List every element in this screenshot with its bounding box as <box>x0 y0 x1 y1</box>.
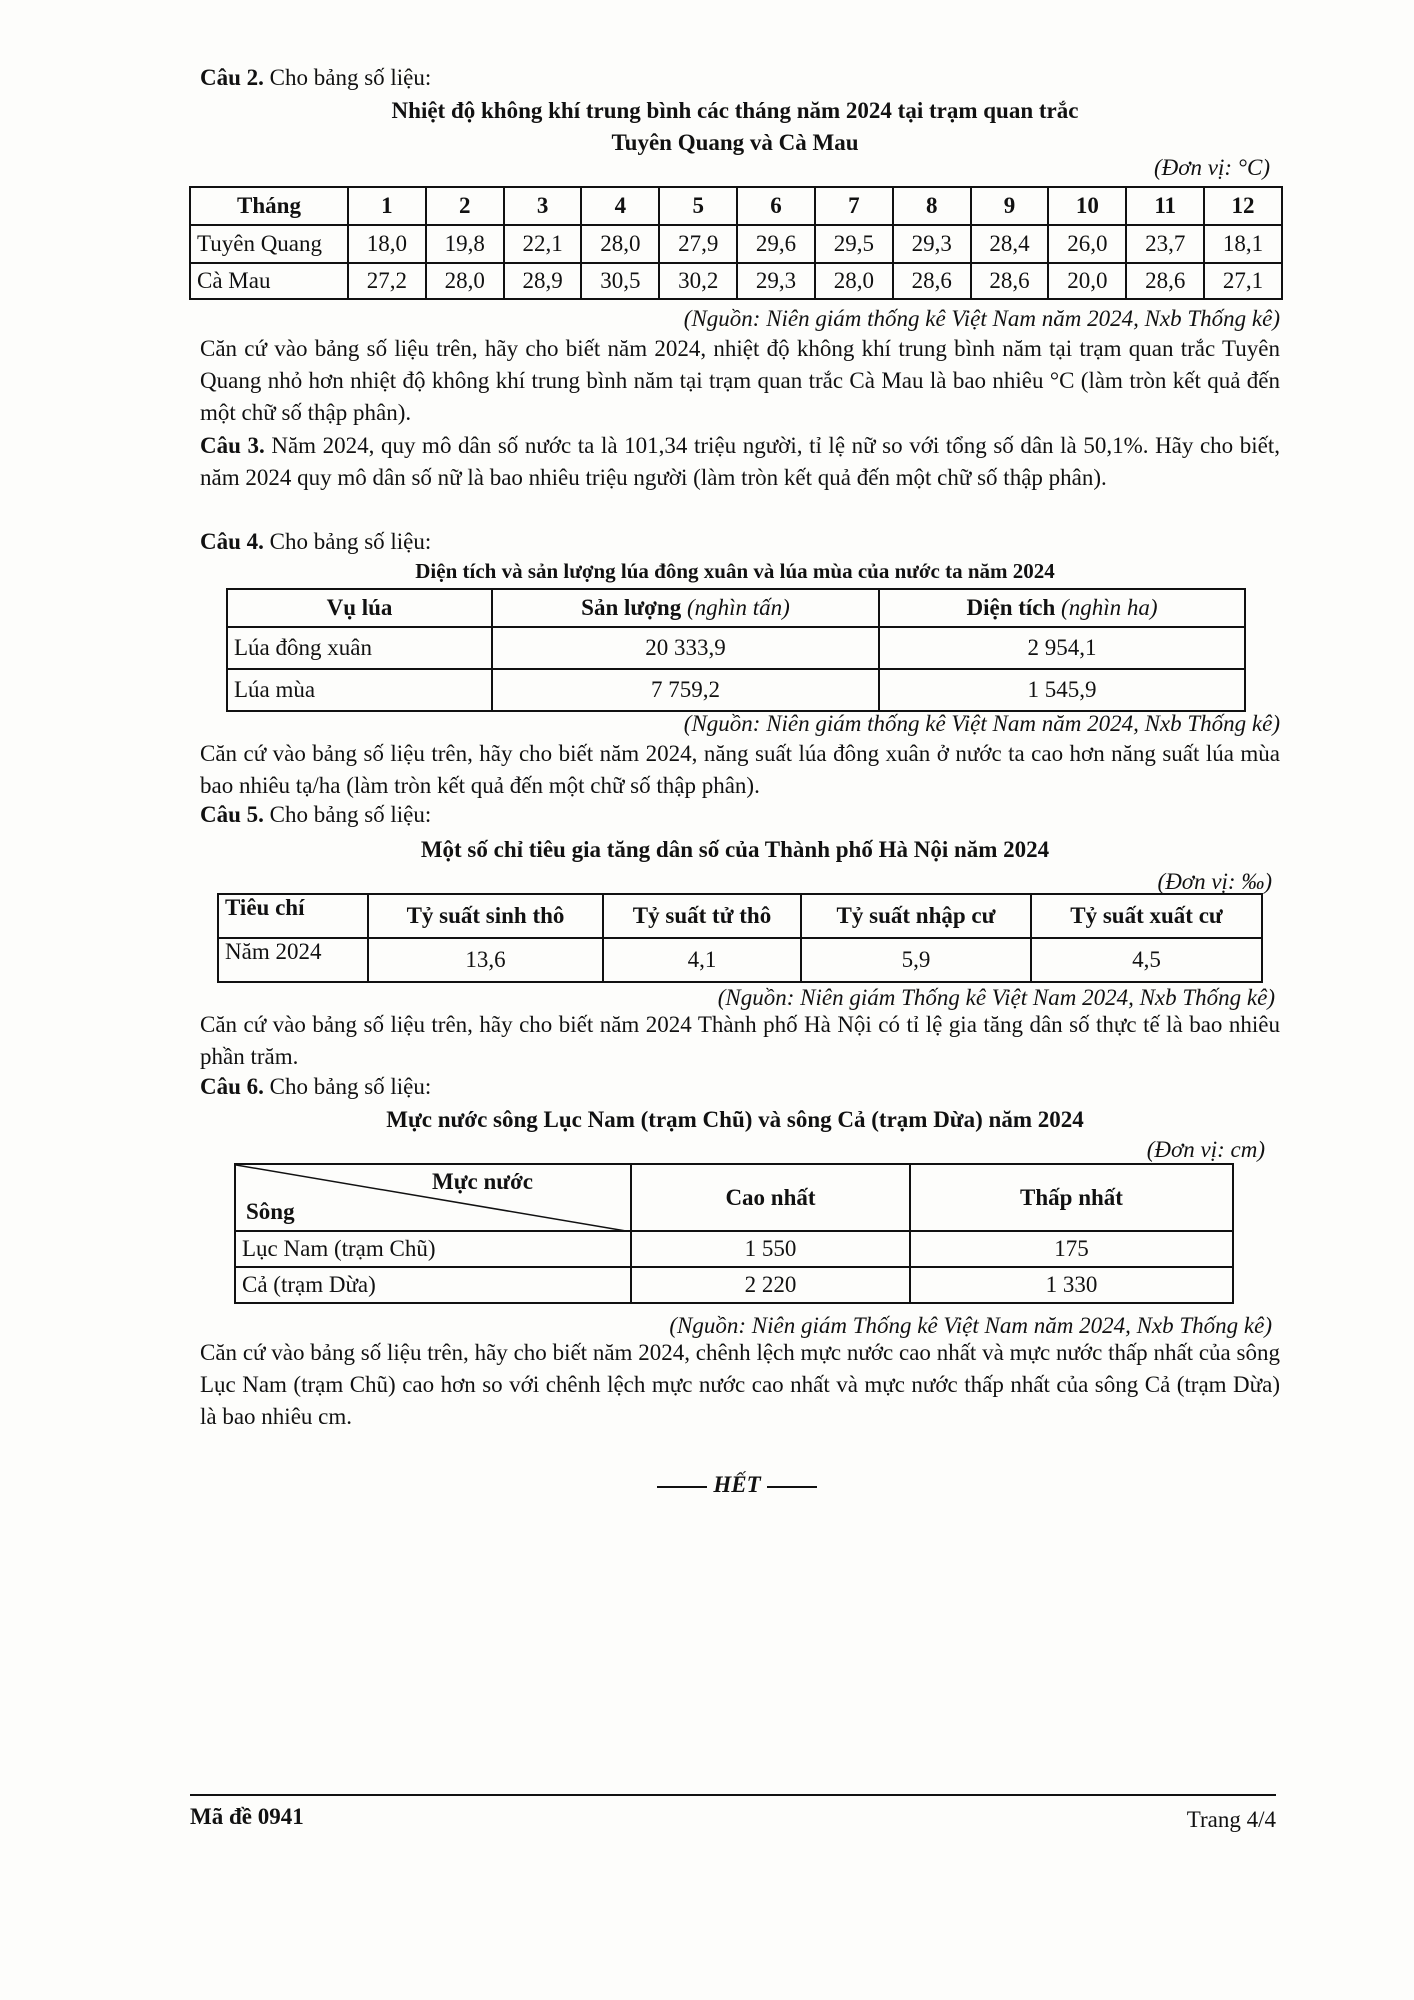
q2-question: Căn cứ vào bảng số liệu trên, hãy cho biết năm 2024, nhiệt độ không khí trung bình năm tại trạm quan trắc Tuyên Quang nhỏ hơn nhiệt độ không khí trung bình năm tại trạm quan trắc Cà Mau là bao nhiêu °C (làm tròn kết quả đến một chữ số thập phân). <box>200 336 1280 425</box>
q2-header-cell: Tháng <box>190 187 348 225</box>
q6-label: Câu 6. <box>200 1074 264 1099</box>
q4-value-cell: 20 333,9 <box>492 627 879 669</box>
q5-header-cell: Tỷ suất sinh thô <box>368 894 603 938</box>
footer-page-number: Trang 4/4 <box>1186 1807 1276 1832</box>
q5-header-cell: Tỷ suất xuất cư <box>1031 894 1262 938</box>
q5-year-cell: Năm 2024 <box>218 938 368 982</box>
q2-value-cell: 26,0 <box>1048 225 1126 263</box>
q2-header-cell: 8 <box>893 187 971 225</box>
q2-header-cell: 11 <box>1126 187 1204 225</box>
q6-question: Căn cứ vào bảng số liệu trên, hãy cho biết năm 2024, chênh lệch mực nước cao nhất và mực nước thấp nhất của sông Lục Nam (trạm Chũ) cao hơn so với chênh lệch mực nước cao nhất và mực nước thấp nhất của sông Cả (trạm Dừa) là bao nhiêu cm. <box>200 1340 1280 1429</box>
q6-diag-bottom: Sông <box>246 1199 295 1224</box>
end-dash-right <box>767 1486 817 1488</box>
q2-value-cell: 18,0 <box>348 225 426 263</box>
q3-label: Câu 3. <box>200 433 265 458</box>
q2-value-cell: 28,0 <box>815 263 893 299</box>
q6-header-cell: Thấp nhất <box>910 1164 1233 1231</box>
q6-heading <box>200 1071 431 1102</box>
q4-header-unit: (nghìn ha) <box>1061 595 1158 620</box>
q2-temperature-table <box>189 186 1283 300</box>
q2-station-cell: Cà Mau <box>190 263 348 299</box>
q5-title: Một số chỉ tiêu gia tăng dân số của Thành phố Hà Nội năm 2024 <box>420 837 1050 862</box>
q2-value-cell: 27,1 <box>1204 263 1282 299</box>
q2-value-cell: 28,9 <box>504 263 582 299</box>
q5-label: Câu 5. <box>200 802 264 827</box>
q4-header-row <box>227 589 1245 627</box>
table-row <box>218 938 1262 982</box>
q2-header-cell: 7 <box>815 187 893 225</box>
q5-value-cell: 4,5 <box>1031 938 1262 982</box>
q4-label: Câu 4. <box>200 529 264 554</box>
end-mark-text: HẾT <box>713 1472 761 1497</box>
q6-value-cell: 175 <box>910 1231 1233 1267</box>
q4-header-label: Diện tích <box>966 595 1056 620</box>
q2-value-cell: 29,3 <box>737 263 815 299</box>
q6-title: Mực nước sông Lục Nam (trạm Chũ) và sông Cả (trạm Dừa) năm 2024 <box>386 1107 1084 1132</box>
q6-river-cell: Cả (trạm Dừa) <box>235 1267 631 1303</box>
q5-header-row <box>218 894 1262 938</box>
q4-crop-cell: Lúa đông xuân <box>227 627 492 669</box>
q2-value-cell: 29,3 <box>893 225 971 263</box>
q6-header-row <box>235 1164 1233 1231</box>
q6-diag-top: Mực nước <box>432 1169 534 1194</box>
q2-value-cell: 28,6 <box>971 263 1049 299</box>
q2-header-cell: 12 <box>1204 187 1282 225</box>
q4-header-unit: (nghìn tấn) <box>686 595 790 620</box>
q2-value-cell: 22,1 <box>504 225 582 263</box>
q4-header-label: Sản lượng <box>581 595 682 620</box>
q2-value-cell: 28,4 <box>971 225 1049 263</box>
table-row <box>235 1267 1233 1303</box>
q6-intro: Cho bảng số liệu: <box>269 1074 432 1099</box>
q2-value-cell: 30,2 <box>659 263 737 299</box>
q2-value-cell: 29,6 <box>737 225 815 263</box>
q2-header-cell: 2 <box>426 187 504 225</box>
q4-title: Diện tích và sản lượng lúa đông xuân và lúa mùa của nước ta năm 2024 <box>415 559 1055 583</box>
q2-header-cell: 1 <box>348 187 426 225</box>
footer-exam-code: Mã đề 0941 <box>190 1804 304 1829</box>
q5-value-cell: 4,1 <box>603 938 801 982</box>
q2-header-cell: 9 <box>971 187 1049 225</box>
q5-header-cell: Tiêu chí <box>218 894 368 938</box>
table-row <box>227 669 1245 711</box>
q5-source: (Nguồn: Niên giám Thống kê Việt Nam 2024, Nxb Thống kê) <box>717 985 1275 1010</box>
q2-intro: Cho bảng số liệu: <box>269 65 432 90</box>
q4-header-cell: Vụ lúa <box>227 589 492 627</box>
q5-question: Căn cứ vào bảng số liệu trên, hãy cho biết năm 2024 Thành phố Hà Nội có tỉ lệ gia tăng dân số thực tế là bao nhiêu phần trăm. <box>200 1012 1280 1069</box>
q2-value-cell: 18,1 <box>1204 225 1282 263</box>
end-mark <box>0 1472 1414 1498</box>
q2-title-line1: Nhiệt độ không khí trung bình các tháng năm 2024 tại trạm quan trắc <box>391 98 1079 123</box>
end-dash-left <box>657 1486 707 1488</box>
q3-text: Năm 2024, quy mô dân số nước ta là 101,34 triệu người, tỉ lệ nữ so với tổng số dân là 50,1%. Hãy cho biết, năm 2024 quy mô dân số nữ là bao nhiêu triệu người (làm tròn kết quả đến một chữ số thập phân). <box>200 433 1281 490</box>
q4-header-cell <box>492 589 879 627</box>
q6-diagonal-header-cell <box>235 1164 631 1231</box>
q2-value-cell: 23,7 <box>1126 225 1204 263</box>
q2-value-cell: 30,5 <box>581 263 659 299</box>
q5-unit: (Đơn vị: ‰) <box>1157 869 1272 894</box>
q2-header-cell: 6 <box>737 187 815 225</box>
q5-value-cell: 13,6 <box>368 938 603 982</box>
q6-river-cell: Lục Nam (trạm Chũ) <box>235 1231 631 1267</box>
q4-rice-table <box>226 588 1246 712</box>
q6-unit: (Đơn vị: cm) <box>1146 1137 1265 1162</box>
q6-source: (Nguồn: Niên giám Thống kê Việt Nam năm 2024, Nxb Thống kê) <box>669 1313 1272 1338</box>
table-row <box>190 225 1282 263</box>
q2-header-cell: 3 <box>504 187 582 225</box>
q4-value-cell: 2 954,1 <box>879 627 1245 669</box>
q6-river-table <box>234 1163 1234 1304</box>
q2-value-cell: 27,2 <box>348 263 426 299</box>
q2-label: Câu 2. <box>200 65 264 90</box>
table-row <box>190 263 1282 299</box>
q4-intro: Cho bảng số liệu: <box>269 529 432 554</box>
q2-header-cell: 4 <box>581 187 659 225</box>
q4-heading <box>200 526 431 557</box>
q2-value-cell: 28,6 <box>893 263 971 299</box>
q4-value-cell: 1 545,9 <box>879 669 1245 711</box>
q2-source: (Nguồn: Niên giám thống kê Việt Nam năm 2024, Nxb Thống kê) <box>683 306 1280 331</box>
q4-crop-cell: Lúa mùa <box>227 669 492 711</box>
q2-header-row <box>190 187 1282 225</box>
q2-value-cell: 28,6 <box>1126 263 1204 299</box>
q5-value-cell: 5,9 <box>801 938 1031 982</box>
q6-value-cell: 1 550 <box>631 1231 910 1267</box>
q4-value-cell: 7 759,2 <box>492 669 879 711</box>
q6-value-cell: 2 220 <box>631 1267 910 1303</box>
q2-header-cell: 5 <box>659 187 737 225</box>
q5-intro: Cho bảng số liệu: <box>269 802 432 827</box>
q2-value-cell: 28,0 <box>581 225 659 263</box>
q2-value-cell: 27,9 <box>659 225 737 263</box>
q5-heading <box>200 799 431 830</box>
q4-question: Căn cứ vào bảng số liệu trên, hãy cho biết năm 2024, năng suất lúa đông xuân ở nước ta cao hơn năng suất lúa mùa bao nhiêu tạ/ha (làm tròn kết quả đến một chữ số thập phân). <box>200 741 1280 798</box>
q3-block <box>200 430 1280 494</box>
q2-value-cell: 28,0 <box>426 263 504 299</box>
q6-header-cell: Cao nhất <box>631 1164 910 1231</box>
q2-title-line2: Tuyên Quang và Cà Mau <box>611 130 859 155</box>
q6-value-cell: 1 330 <box>910 1267 1233 1303</box>
q5-header-cell: Tỷ suất tử thô <box>603 894 801 938</box>
q4-source: (Nguồn: Niên giám thống kê Việt Nam năm 2024, Nxb Thống kê) <box>683 711 1280 736</box>
q2-value-cell: 29,5 <box>815 225 893 263</box>
q4-header-cell <box>879 589 1245 627</box>
q2-heading <box>200 62 431 93</box>
q5-population-table <box>217 893 1263 983</box>
table-row <box>227 627 1245 669</box>
q2-value-cell: 19,8 <box>426 225 504 263</box>
q2-unit: (Đơn vị: °C) <box>1154 155 1270 180</box>
table-row <box>235 1231 1233 1267</box>
q2-value-cell: 20,0 <box>1048 263 1126 299</box>
q5-header-cell: Tỷ suất nhập cư <box>801 894 1031 938</box>
footer-rule <box>190 1794 1276 1796</box>
q2-station-cell: Tuyên Quang <box>190 225 348 263</box>
q2-header-cell: 10 <box>1048 187 1126 225</box>
